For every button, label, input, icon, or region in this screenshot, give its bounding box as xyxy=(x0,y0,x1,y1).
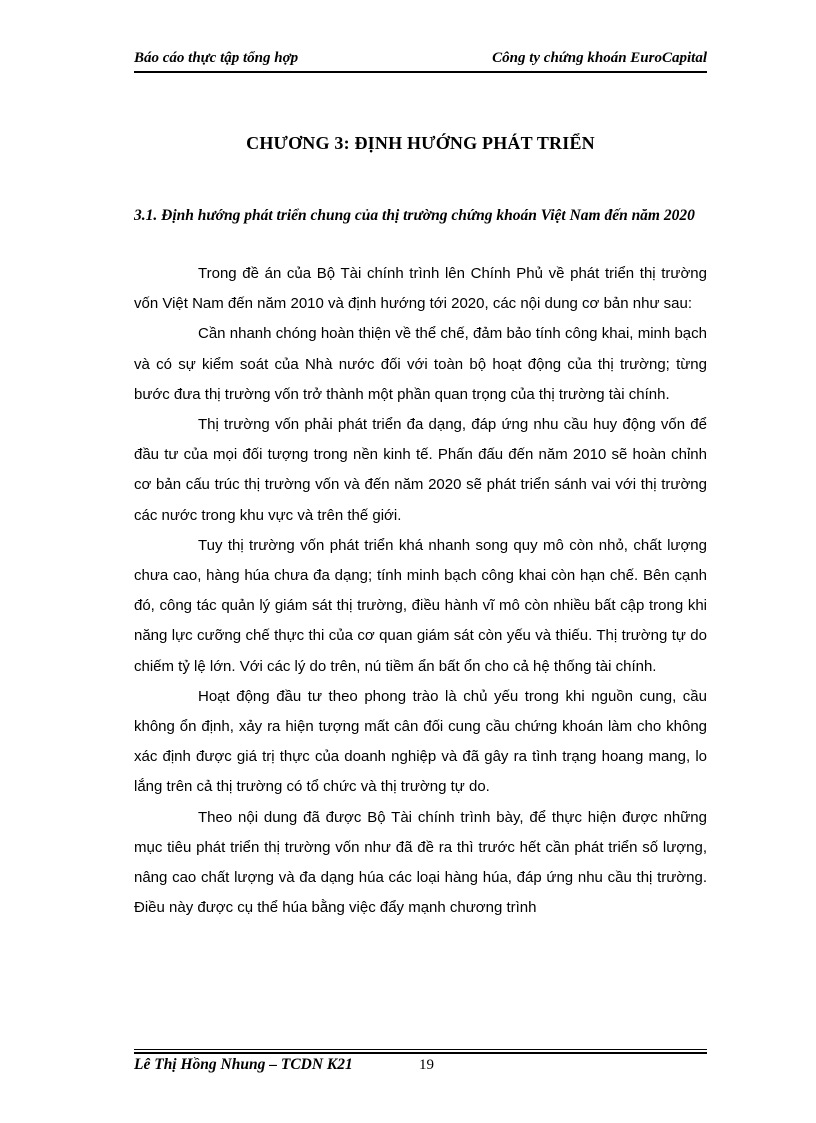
paragraph: Cần nhanh chóng hoàn thiện về thể chế, đảm bảo tính công khai, minh bạch và có sự kiểm soát của Nhà nước đối với toàn bộ hoạt động của thị trường; từng bước đưa thị trường vốn trở thành một phần quan trọng của thị trường tài chính. xyxy=(134,325,707,403)
paragraph: Thị trường vốn phải phát triển đa dạng, đáp ứng nhu cầu huy động vốn để đầu tư của mọi đối tượng trong nền kinh tế. Phấn đấu đến năm 2010 sẽ hoàn chỉnh cơ bản cấu trúc thị trường vốn và đến năm 2020 sẽ phát triển sánh vai với thị trường các nước trong khu vực và trên thế giới. xyxy=(134,416,707,524)
section-heading: 3.1. Định hướng phát triển chung của thị trường chứng khoán Việt Nam đến năm 2020 xyxy=(134,207,695,224)
body-text xyxy=(134,259,707,923)
paragraph: Trong đề án của Bộ Tài chính trình lên Chính Phủ về phát triển thị trường vốn Việt Nam đến năm 2010 và định hướng tới 2020, các nội dung cơ bản như sau: xyxy=(134,265,707,313)
running-header xyxy=(134,48,707,68)
header-report-title: Báo cáo thực tập tổng hợp xyxy=(134,50,299,66)
paragraph: Tuy thị trường vốn phát triển khá nhanh song quy mô còn nhỏ, chất lượng chưa cao, hàng húa chưa đa dạng; tính minh bạch công khai còn hạn chế. Bên cạnh đó, công tác quản lý giám sát thị trường, điều hành vĩ mô còn nhiều bất cập trong khi năng lực cưỡng chế thực thi của cơ quan giám sát còn yếu và thiếu. Thị trường tự do chiếm tỷ lệ lớn. Với các lý do trên, nú tiềm ẩn bất ổn cho cả hệ thống tài chính. xyxy=(134,536,707,675)
footer-rule-thin xyxy=(134,1049,707,1050)
paragraph: Theo nội dung đã được Bộ Tài chính trình bày, để thực hiện được những mục tiêu phát triển thị trường vốn như đã đề ra thì trước hết cần phát triển số lượng, nâng cao chất lượng và đa dạng húa các loại hàng húa, đáp ứng nhu cầu thị trường. Điều này được cụ thể húa bằng việc đẩy mạnh chương trình xyxy=(134,808,707,917)
running-footer xyxy=(134,1055,707,1075)
footer-author: Lê Thị Hồng Nhung – TCDN K21 xyxy=(134,1056,353,1073)
paragraph: Hoạt động đầu tư theo phong trào là chủ yếu trong khi nguồn cung, cầu không ổn định, xảy ra hiện tượng mất cân đối cung cầu chứng khoán làm cho không xác định được giá trị thực của doanh nghiệp và đã gây ra tình trạng hoang mang, lo lắng trên cả thị trường có tổ chức và thị trường tự do. xyxy=(134,687,707,796)
chapter-title: CHƯƠNG 3: ĐỊNH HƯỚNG PHÁT TRIỂN xyxy=(246,133,595,153)
header-company-name: Công ty chứng khoán EuroCapital xyxy=(492,50,707,66)
page-number: 19 xyxy=(419,1057,434,1073)
header-rule xyxy=(134,71,707,73)
footer-rule-thick xyxy=(134,1052,707,1054)
